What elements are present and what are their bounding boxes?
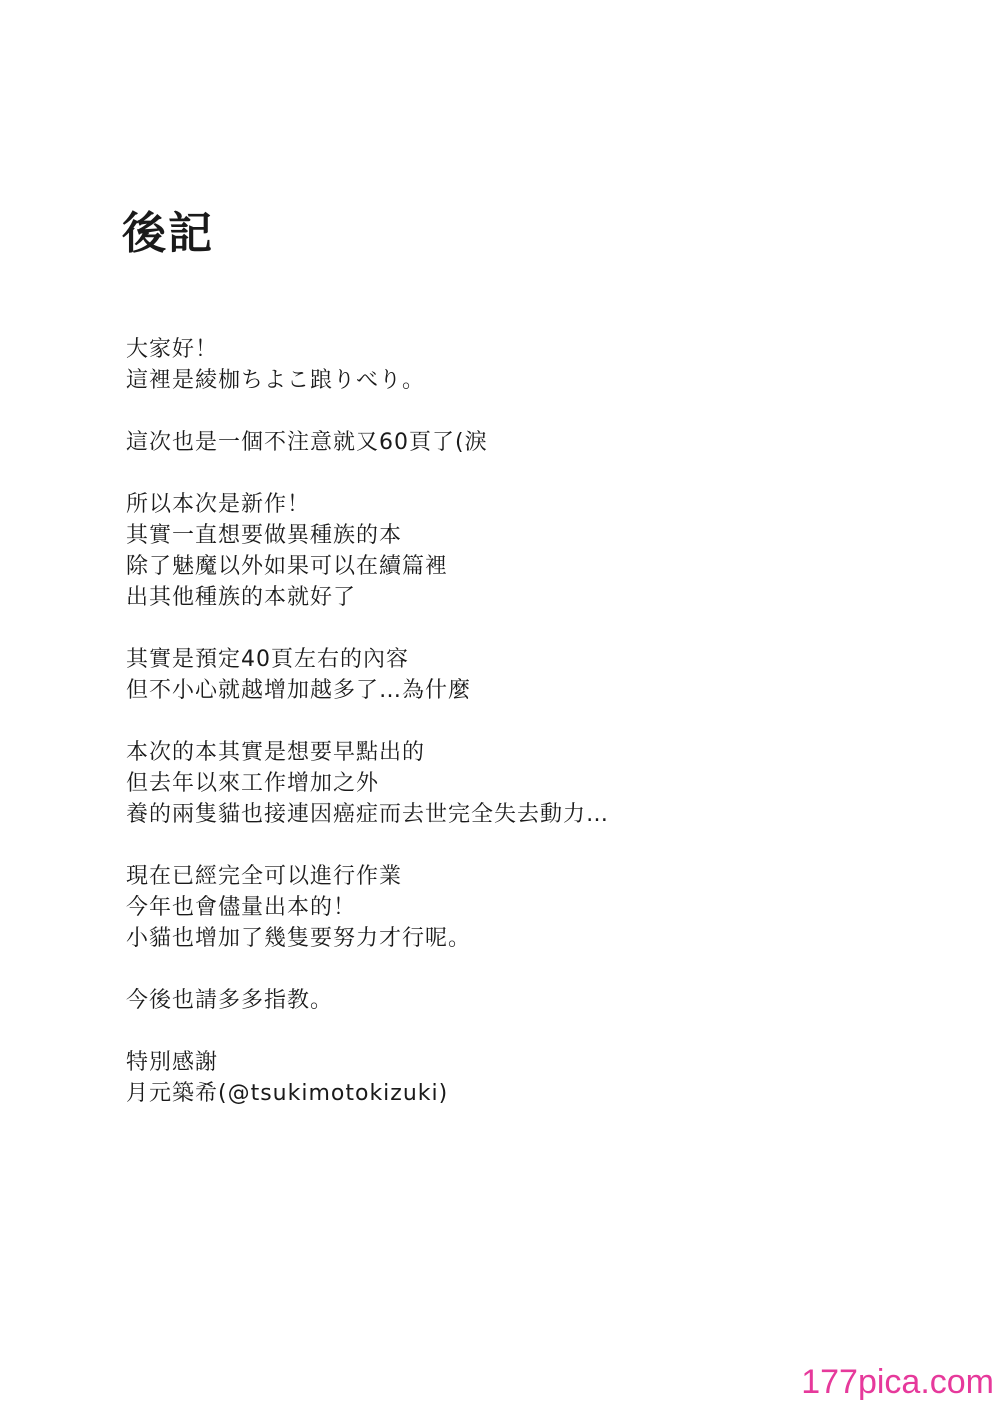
- text-line: 但不小心就越增加越多了…為什麼: [126, 678, 472, 703]
- text-line: 其實是預定40頁左右的內容: [126, 647, 409, 672]
- text-line: 大家好！: [126, 337, 219, 362]
- text-line: 所以本次是新作！: [126, 492, 311, 517]
- text-line: 今年也會儘量出本的！: [126, 895, 357, 920]
- text-line: 但去年以來工作增加之外: [126, 771, 380, 796]
- text-line: 現在已經完全可以進行作業: [126, 864, 403, 889]
- text-line: 其實一直想要做異種族的本: [126, 523, 403, 548]
- site-watermark: 177pica.com: [801, 1363, 994, 1401]
- text-line: 除了魅魔以外如果可以在續篇裡: [126, 554, 449, 579]
- text-line: 這次也是一個不注意就又60頁了(淚: [126, 430, 488, 455]
- text-line: 今後也請多多指教。: [126, 988, 334, 1013]
- text-line: 月元築希(@tsukimotokizuki): [126, 1081, 449, 1106]
- text-line: 這裡是綾枷ちよこ踉りべり。: [126, 368, 426, 393]
- text-line: 特別感謝: [126, 1050, 219, 1075]
- text-line: 出其他種族的本就好了: [126, 585, 357, 610]
- text-line: 小貓也增加了幾隻要努力才行呢。: [126, 926, 472, 951]
- text-line: 本次的本其實是想要早點出的: [126, 740, 426, 765]
- page-title: 後記: [122, 208, 214, 259]
- text-line: 養的兩隻貓也接連因癌症而去世完全失去動力…: [126, 802, 610, 827]
